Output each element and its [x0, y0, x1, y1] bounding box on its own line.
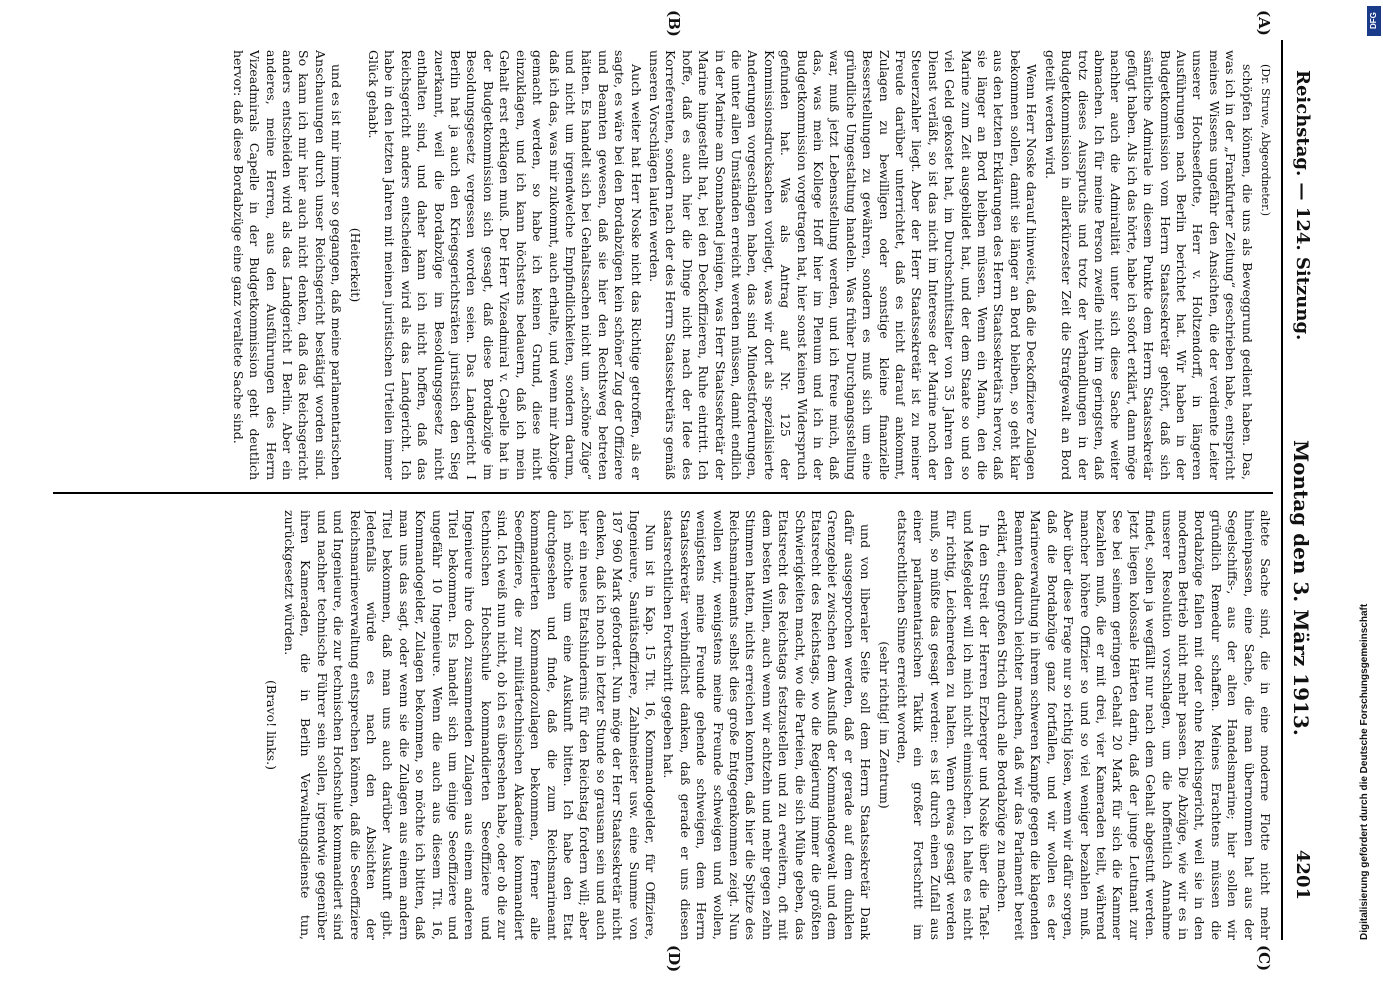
- left-column: [53, 50, 1273, 480]
- paragraph: altete Sache sind, die in eine moderne Flotte nicht mehr hineinpassen, eine Sache, die man übernommen hat aus der Segelschiffs-, aus der alten Handelsmarine; hier sollen wir gründlich Remedur schaffen. Meines Erachtens müssen die Bordabzüge fallen mit oder ohne Reichsgericht, weil sie in den modernen Betrieb nicht mehr passen. Die Abzüge, wie wir es in unserer Resolution vorschlagen, um die hoffentlich Annahme findet, sollen ja wegfällt nur nach dem Gehalt abgestuft werden. Jetzt liegen kolossale Härten darin, daß der junge Leutnant zur See bei seinem geringen Gehalt 20 Mark für sich die Kammer bezahlen muß, die er mit drei, vier Kameraden teilt, während mancher höhere Offizier so und so viel weniger bezahlen muß. Aber über diese Frage nur so richtig lösen, wenn wir dafür sorgen, daß die Bordabzüge ganz fortfallen, und wir wollen es der Marineverwaltung in ihrem schweren Kampfe gegen die klagenden Beamten dadurch leichter machen, daß wir das Parlament bereit erklärt, einen großen Strich durch alle Bordabzüge zu machen.: [995, 510, 1273, 940]
- header-date: Montag den 3. März 1913.: [1289, 440, 1313, 736]
- paragraph: Auch weiter hat Herr Noske nicht das Richtige getroffen, als er sagte, es wäre bei den Bordabzügen kein schöner Zug der Offiziere und Beamten gewesen, daß sie hier den Rechtsweg betreten hätten. Es handelt sich bei Gehaltssachen nicht um „schöne Züge“ und nicht um irgendwelche Empfindlichkeiten, sondern darum, daß ich das, was mir zukommt, auch erhalte, und wenn mir Abzüge gemacht werden, so habe ich keinen Grund, diese nicht einzuklagen, und ich kann höchstens bedauern, daß ich mein Gehalt erst erklagen muß. Der Herr Vizeadmiral v. Capelle hat in der Budgetkommission sich gesagt, daß diese Bordabzüge im Besoldungsgesetz vergessen worden seien. Das Landgericht I Berlin hat ja auch den Kriegsgerichtsräten juristisch den Sieg zuerkannt, weil die Bordabzüge im Besoldungsgesetz nicht enthalten sind, und daher kann ich nicht hoffen, daß das Reichsgericht anders entscheiden wird als das Landgericht. Ich habe in den letzten Jahren mit meinen juristischen Urteilen immer Glück gehabt.: [366, 50, 644, 480]
- interjection: (Heiterkeit): [347, 227, 363, 303]
- paragraph: Nun ist in Kap. 15 Tit. 16, Kommandogelder, für Offiziere, Ingenieure, Sanitätsoffiziere, Zahlmeister usw. eine Summe von 187 960 Mark gefordert. Nun möge der Herr Staatssekretär nicht denken, daß ich noch in letzter Stunde so grausam sein und auch hier ein neues Etatshindernis für den Reichstag fordern will; aber ich möchte um eine Auskunft bitten. Ich habe den Etat durchgesehen und finde, daß die zum Reichsmarineamt kommandierten Kommandozulagen bekommen, ferner alle Seeoffiziere, die zur militärtechnischen Akademie kommandiert sind. Ich weiß nun nicht, ob ich es übersehen habe, oder ob die zur technischen Hochschule kommandierten Seeoffiziere und Ingenieure ihre doch zusammenden Zulagen aus einem anderen Titel bekommen. Es handelt sich um einige Seeoffiziere und ungefähr 10 Ingenieure. Wenn die auch aus diesem Tit. 16, Kommandogelder, Zulagen bekommen, so möchte ich bitten, daß man uns das sagt, oder wenn sie die Zulagen aus einem andern Titel bekommen, daß man uns auch darüber Auskunft gibt. Jedenfalls würde es nach den Absichten der Reichsmarineverwaltung entsprechen können, daß die Seeoffiziere und Ingenieure, die zur technischen Hochschule kommandiert sind und nachher technische Führer sein sollen, irgendwie gegenüber ihren Kameraden, die in Berlin Verwaltungsdienste tun, zurückgesetzt würden.: [282, 510, 658, 940]
- page-header: [1281, 40, 1323, 940]
- paragraph: Wenn Herr Noske darauf hinweist, daß die Deckoffiziere Zulagen bekommen sollen, damit sie länger an Bord bleiben, so geht klar aus den letzten Erklärungen des Herrn Staatssekretärs hervor, daß sie länger an Bord bleiben müssen. Wenn ein Mann, den die Marine zum Zeit ausgebildet hat, und der dem Staate so und so viel Geld gekostet hat, im Durchschnittsalter von 35 Jahren den Dienst verläßt, so ist das nicht im Interesse der Marine noch der Steuerzahler liegt. Aber der Herr Staatssekretär ist zu meiner Freude darüber unterrichtet, daß es nicht darauf ankommt, Zulagen zu bewilligen oder sonstige kleine finanzielle Besserstellungen zu gewähren, sondern es muß sich um eine gründliche Umgestaltung handeln. Was früher Durchgangsstellung war, muß jetzt Lebensstellung werden, und ich freue mich, daß das, was mein Kollege Hoff hier im Plenum und ich in der Budgetkommission vorgetragen hat, hier sonst keinen Widerspruch gefunden hat. Was als Antrag auf Nr. 125 der Kommissionsdrucksachen vorliegt, was wir dort als spezialisierte Anderungen vorgeschlagen haben, das sind Mindestforderungen, die unter allen Umständen erreicht werden müssen, damit endlich in der Marine am Sonnabend jenigen, was Herr Staatssekretär der Marine hingestellt hat, bei den Deckoffizieren, Ruhe eintritt. Ich hoffe, daß es auch hier die Dinge nicht nach der Idee des Korreferenten, sondern nach der des Herrn Staatssekretärs gemäß unseren Vorschlägen laufen werden.: [646, 50, 1040, 480]
- paragraph: schöpfen können, die uns als Beweggrund gedient haben. Das, was ich in der „Frankfurter Zeitung“ geschrieben habe, entspricht meines Wissens ungefähr den Ansichten, die der verdiente Leiter unserer Hochseeflotte, Herr v. Holtzendorff, in längeren Ausführungen nach Berlin berichtet hat. Wir haben in der Budgetkommission vom Herrn Staatssekretär gehört, daß sich sämtliche Admirale in diesem Punkte dem Herrn Staatssekretär gefügt haben. Als ich das hörte, habe ich sofort erklärt, dann möge nachher auch die Admiralität unter sich diese Sache weiter abmachen. Ich für meine Person zweifle nicht im geringsten, daß trotz dieses Ausspruchs und trotz der Verhandlungen in der Budgetkommission in allerkürzester Zeit die Strafgewalt an Bord geteilt werden wird.: [1042, 50, 1255, 480]
- right-column: [53, 510, 1273, 940]
- header-left: Reichstag. — 124. Sitzung.: [1292, 70, 1313, 341]
- paragraph: und es ist mir immer so gegangen, daß meine parlamentarischen Anschauungen durch unser Reichsgericht bestätigt worden sind. So kann ich mir hier auch nicht denken, daß das Reichsgericht anders entscheiden wird als das Landgericht I Berlin. Aber ein anderes, meine Herren, aus den Ausführungen des Herrn Vizeadmirals Capelle in der Budgetkommission geht deutlich hervor: daß diese Bordabzüge eine ganz veraltete Sache sind.: [230, 50, 345, 480]
- page-number: 4201: [1292, 849, 1313, 900]
- interjection: (sehr richtig! im Zentrum): [876, 641, 892, 809]
- marker-d: (D): [665, 945, 683, 973]
- paragraph: und von liberaler Seite soll dem Herrn Staatssekretär Dank dafür ausgesprochen werden, daß er gerade auf dem dunklen Grenzgebiet zwischen dem Ausfluß der Kommandogewalt und dem Etatsrecht des Reichstags, wo die Regierung immer die größten Schwierigkeiten macht, wo die Parteien, die sich Mühe geben, das Etatsrecht des Reichstags festzustellen und zu erweitern, oft mit dem besten Willen, auch wenn wir achtzehn und mehr gegen zehn Stimmen hatten, nichts erreichen konnten, daß hier die Spitze des Reichsmarineamts selbst dies große Entgegenkommen zeigt. Nun wollen wir, wenigstens meine Freunde schweigen und wollen, wenigstens meine Freunde gehende schweigen, dem Herrn Staatssekretär verbindlichst danken, daß gerade er uns diesen staatsrechtlichen Fortschritt gegeben hat.: [661, 510, 874, 940]
- dfg-logo: DFG: [1367, 6, 1381, 36]
- interjection: (Bravo! links.): [263, 680, 279, 770]
- marker-b: (B): [665, 10, 683, 37]
- funding-note: Digitalisierung gefördert durch die Deutsche Forschungsgemeinschaft: [1359, 603, 1370, 940]
- column-divider: [53, 492, 1273, 494]
- marker-c: (C): [1255, 945, 1273, 972]
- marker-a: (A): [1255, 10, 1273, 36]
- paragraph: In den Streit der Herren Erzberger und Noske über die Tafel- und Meßgelder will ich mich nicht einmischen. Ich halte es nicht für richtig, Leichenreden zu halten. Wenn etwas gesagt werden muß, so müßte das gesagt werden: es ist durch einen Zufall aus einer parlamentarischen Taktik ein großer Fortschritt im etatsrechtlichen Sinne erreicht worden,: [895, 510, 993, 940]
- speaker-note: (Dr. Struve, Abgeordneter.): [1259, 64, 1272, 216]
- page-body: [23, 10, 1273, 973]
